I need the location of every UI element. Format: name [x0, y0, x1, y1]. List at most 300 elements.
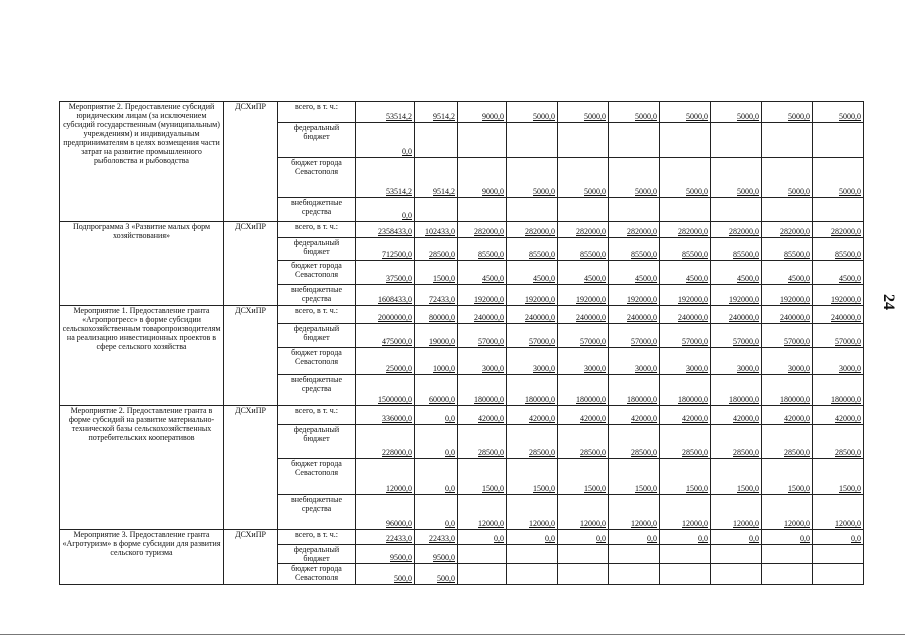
- amount-value: 4500,0: [839, 274, 861, 283]
- year-amount-cell: [458, 495, 507, 530]
- amount-value: 4500,0: [788, 274, 810, 283]
- amount-value: 25000,0: [386, 364, 412, 373]
- year-amount-cell: [762, 222, 813, 238]
- total-amount-cell: [356, 495, 415, 530]
- funding-source-cell: всего, в т. ч.:: [278, 102, 356, 123]
- amount-value: 0,0: [851, 534, 861, 543]
- amount-value: 5000,0: [839, 187, 861, 196]
- year-amount-cell: [558, 222, 609, 238]
- year-amount-cell: [711, 425, 762, 459]
- year-amount-cell: [507, 375, 558, 406]
- year-amount-cell: [507, 123, 558, 158]
- amount-value: 180000,0: [729, 395, 759, 404]
- year-amount-cell: [813, 306, 864, 324]
- year-amount-cell: [813, 406, 864, 425]
- total-amount-cell: [356, 222, 415, 238]
- year-amount-cell: [762, 530, 813, 545]
- amount-value: 180000,0: [627, 395, 657, 404]
- executor-cell: ДСХиПР: [224, 222, 278, 306]
- amount-value: 180000,0: [780, 395, 810, 404]
- table-row: [60, 306, 864, 324]
- amount-value: 53514,2: [386, 187, 412, 196]
- total-amount-cell: [356, 123, 415, 158]
- year-amount-cell: [415, 564, 458, 585]
- amount-value: 3000,0: [788, 364, 810, 373]
- year-amount-cell: [609, 261, 660, 285]
- year-amount-cell: [458, 222, 507, 238]
- year-amount-cell: [660, 324, 711, 348]
- amount-value: 240000,0: [729, 313, 759, 322]
- amount-value: 9500,0: [433, 553, 455, 562]
- amount-value: 22433,0: [386, 534, 412, 543]
- year-amount-cell: [507, 324, 558, 348]
- amount-value: 1500,0: [482, 484, 504, 493]
- amount-value: 5000,0: [635, 187, 657, 196]
- year-amount-cell: [458, 102, 507, 123]
- year-amount-cell: [762, 158, 813, 198]
- amount-value: 1608433,0: [378, 295, 412, 304]
- amount-value: 28500,0: [529, 448, 555, 457]
- year-amount-cell: [458, 425, 507, 459]
- funding-source-cell: бюджет города Севастополя: [278, 564, 356, 585]
- year-amount-cell: [458, 158, 507, 198]
- funding-source-cell: внебюджетные средства: [278, 285, 356, 306]
- amount-value: 500,0: [394, 574, 412, 583]
- total-amount-cell: [356, 406, 415, 425]
- year-amount-cell: [458, 238, 507, 261]
- total-amount-cell: [356, 158, 415, 198]
- amount-value: 1000,0: [433, 364, 455, 373]
- total-amount-cell: [356, 375, 415, 406]
- funding-source-cell: бюджет города Севастополя: [278, 158, 356, 198]
- amount-value: 475000,0: [382, 337, 412, 346]
- funding-source-cell: всего, в т. ч.:: [278, 406, 356, 425]
- amount-value: 1500000,0: [378, 395, 412, 404]
- amount-value: 4500,0: [584, 274, 606, 283]
- year-amount-cell: [415, 306, 458, 324]
- year-amount-cell: [415, 261, 458, 285]
- year-amount-cell: [711, 348, 762, 375]
- year-amount-cell: [507, 285, 558, 306]
- amount-value: 282000,0: [627, 227, 657, 236]
- amount-value: 42000,0: [733, 414, 759, 423]
- amount-value: 1500,0: [533, 484, 555, 493]
- amount-value: 4500,0: [737, 274, 759, 283]
- total-amount-cell: [356, 545, 415, 564]
- year-amount-cell: [609, 459, 660, 495]
- executor-cell: ДСХиПР: [224, 530, 278, 585]
- year-amount-cell: [711, 406, 762, 425]
- year-amount-cell: [711, 324, 762, 348]
- total-amount-cell: [356, 425, 415, 459]
- year-amount-cell: [813, 495, 864, 530]
- amount-value: 57000,0: [835, 337, 861, 346]
- year-amount-cell: [458, 375, 507, 406]
- amount-value: 5000,0: [584, 112, 606, 121]
- year-amount-cell: [609, 238, 660, 261]
- year-amount-cell: [458, 530, 507, 545]
- amount-value: 42000,0: [682, 414, 708, 423]
- year-amount-cell: [762, 375, 813, 406]
- amount-value: 19000,0: [429, 337, 455, 346]
- year-amount-cell: [609, 348, 660, 375]
- year-amount-cell: [558, 123, 609, 158]
- amount-value: 1500,0: [686, 484, 708, 493]
- year-amount-cell: [813, 564, 864, 585]
- year-amount-cell: [558, 406, 609, 425]
- funding-source-cell: всего, в т. ч.:: [278, 222, 356, 238]
- amount-value: 28500,0: [733, 448, 759, 457]
- year-amount-cell: [762, 123, 813, 158]
- amount-value: 240000,0: [627, 313, 657, 322]
- amount-value: 1500,0: [788, 484, 810, 493]
- amount-value: 1500,0: [433, 274, 455, 283]
- year-amount-cell: [711, 198, 762, 222]
- amount-value: 0,0: [445, 448, 455, 457]
- year-amount-cell: [660, 564, 711, 585]
- amount-value: 9514,2: [433, 112, 455, 121]
- year-amount-cell: [762, 459, 813, 495]
- year-amount-cell: [415, 348, 458, 375]
- amount-value: 3000,0: [737, 364, 759, 373]
- amount-value: 0,0: [698, 534, 708, 543]
- year-amount-cell: [813, 425, 864, 459]
- year-amount-cell: [813, 530, 864, 545]
- year-amount-cell: [458, 324, 507, 348]
- year-amount-cell: [813, 324, 864, 348]
- table-body: [60, 102, 864, 585]
- year-amount-cell: [415, 425, 458, 459]
- amount-value: 1500,0: [737, 484, 759, 493]
- year-amount-cell: [813, 261, 864, 285]
- amount-value: 85500,0: [478, 250, 504, 259]
- year-amount-cell: [813, 123, 864, 158]
- amount-value: 42000,0: [631, 414, 657, 423]
- year-amount-cell: [813, 348, 864, 375]
- amount-value: 500,0: [437, 574, 455, 583]
- amount-value: 85500,0: [580, 250, 606, 259]
- amount-value: 3000,0: [686, 364, 708, 373]
- year-amount-cell: [558, 198, 609, 222]
- amount-value: 192000,0: [525, 295, 555, 304]
- year-amount-cell: [415, 238, 458, 261]
- measure-name-cell: Мероприятие 2. Предоставление субсидий юридическим лицам (за исключением субсидий государственным (муниципальным) учреждениям) и индивидуальным предпринимателям в целях возмещения части затрат на развитие промышленного рыболовства и рыбоводства: [60, 102, 224, 222]
- year-amount-cell: [558, 285, 609, 306]
- funding-source-cell: федеральный бюджет: [278, 425, 356, 459]
- year-amount-cell: [507, 348, 558, 375]
- amount-value: 240000,0: [780, 313, 810, 322]
- year-amount-cell: [507, 425, 558, 459]
- year-amount-cell: [813, 545, 864, 564]
- amount-value: 228000,0: [382, 448, 412, 457]
- amount-value: 28500,0: [429, 250, 455, 259]
- amount-value: 42000,0: [478, 414, 504, 423]
- amount-value: 192000,0: [729, 295, 759, 304]
- amount-value: 192000,0: [780, 295, 810, 304]
- table-row: [60, 406, 864, 425]
- total-amount-cell: [356, 564, 415, 585]
- year-amount-cell: [660, 123, 711, 158]
- total-amount-cell: [356, 306, 415, 324]
- funding-source-cell: бюджет города Севастополя: [278, 459, 356, 495]
- amount-value: 42000,0: [835, 414, 861, 423]
- amount-value: 85500,0: [631, 250, 657, 259]
- amount-value: 57000,0: [631, 337, 657, 346]
- year-amount-cell: [762, 198, 813, 222]
- measure-name-cell: Мероприятие 2. Предоставление гранта в форме субсидий на развитие материально-технической базы сельскохозяйственных потребительских кооперативов: [60, 406, 224, 530]
- year-amount-cell: [507, 198, 558, 222]
- amount-value: 4500,0: [482, 274, 504, 283]
- year-amount-cell: [415, 459, 458, 495]
- year-amount-cell: [711, 459, 762, 495]
- amount-value: 282000,0: [729, 227, 759, 236]
- year-amount-cell: [813, 238, 864, 261]
- amount-value: 282000,0: [831, 227, 861, 236]
- year-amount-cell: [609, 406, 660, 425]
- year-amount-cell: [660, 261, 711, 285]
- amount-value: 192000,0: [678, 295, 708, 304]
- year-amount-cell: [609, 324, 660, 348]
- measure-name-cell: Мероприятие 1. Предоставление гранта «Агропрогресс» в форме субсидии сельскохозяйственным товаропроизводителям на реализацию инвестиционных проектов в сфере сельского хозяйства: [60, 306, 224, 406]
- amount-value: 42000,0: [784, 414, 810, 423]
- year-amount-cell: [558, 306, 609, 324]
- amount-value: 5000,0: [737, 187, 759, 196]
- amount-value: 180000,0: [831, 395, 861, 404]
- year-amount-cell: [813, 375, 864, 406]
- amount-value: 12000,0: [835, 519, 861, 528]
- year-amount-cell: [415, 198, 458, 222]
- amount-value: 60000,0: [429, 395, 455, 404]
- amount-value: 3000,0: [482, 364, 504, 373]
- amount-value: 28500,0: [784, 448, 810, 457]
- amount-value: 12000,0: [784, 519, 810, 528]
- year-amount-cell: [762, 306, 813, 324]
- amount-value: 85500,0: [784, 250, 810, 259]
- amount-value: 4500,0: [635, 274, 657, 283]
- amount-value: 80000,0: [429, 313, 455, 322]
- amount-value: 57000,0: [784, 337, 810, 346]
- amount-value: 12000,0: [478, 519, 504, 528]
- year-amount-cell: [813, 158, 864, 198]
- year-amount-cell: [458, 348, 507, 375]
- measure-name-cell: Подпрограмма 3 «Развитие малых форм хозяйствования»: [60, 222, 224, 306]
- year-amount-cell: [458, 285, 507, 306]
- amount-value: 12000,0: [733, 519, 759, 528]
- amount-value: 192000,0: [576, 295, 606, 304]
- scan-edge-line: [0, 634, 905, 635]
- amount-value: 0,0: [647, 534, 657, 543]
- year-amount-cell: [458, 406, 507, 425]
- year-amount-cell: [458, 545, 507, 564]
- year-amount-cell: [558, 530, 609, 545]
- year-amount-cell: [507, 222, 558, 238]
- year-amount-cell: [711, 261, 762, 285]
- amount-value: 9514,2: [433, 187, 455, 196]
- total-amount-cell: [356, 324, 415, 348]
- amount-value: 3000,0: [839, 364, 861, 373]
- amount-value: 12000,0: [631, 519, 657, 528]
- amount-value: 4500,0: [686, 274, 708, 283]
- amount-value: 57000,0: [580, 337, 606, 346]
- amount-value: 3000,0: [584, 364, 606, 373]
- executor-cell: ДСХиПР: [224, 306, 278, 406]
- total-amount-cell: [356, 102, 415, 123]
- year-amount-cell: [660, 545, 711, 564]
- year-amount-cell: [415, 285, 458, 306]
- year-amount-cell: [660, 425, 711, 459]
- amount-value: 192000,0: [831, 295, 861, 304]
- amount-value: 180000,0: [474, 395, 504, 404]
- year-amount-cell: [415, 495, 458, 530]
- amount-value: 5000,0: [533, 187, 555, 196]
- year-amount-cell: [415, 406, 458, 425]
- amount-value: 0,0: [749, 534, 759, 543]
- year-amount-cell: [813, 198, 864, 222]
- year-amount-cell: [660, 198, 711, 222]
- measure-name-cell: Мероприятие 3. Предоставление гранта «Агротуризм» в форме субсидии для развития сельского туризма: [60, 530, 224, 585]
- amount-value: 0,0: [494, 534, 504, 543]
- amount-value: 57000,0: [478, 337, 504, 346]
- year-amount-cell: [660, 285, 711, 306]
- year-amount-cell: [507, 459, 558, 495]
- funding-source-cell: федеральный бюджет: [278, 324, 356, 348]
- funding-source-cell: всего, в т. ч.:: [278, 306, 356, 324]
- year-amount-cell: [458, 459, 507, 495]
- year-amount-cell: [558, 261, 609, 285]
- year-amount-cell: [415, 102, 458, 123]
- amount-value: 85500,0: [529, 250, 555, 259]
- year-amount-cell: [660, 238, 711, 261]
- year-amount-cell: [711, 123, 762, 158]
- amount-value: 42000,0: [580, 414, 606, 423]
- amount-value: 57000,0: [529, 337, 555, 346]
- amount-value: 0,0: [596, 534, 606, 543]
- year-amount-cell: [660, 158, 711, 198]
- amount-value: 282000,0: [474, 227, 504, 236]
- amount-value: 240000,0: [831, 313, 861, 322]
- year-amount-cell: [458, 123, 507, 158]
- amount-value: 336000,0: [382, 414, 412, 423]
- amount-value: 3000,0: [635, 364, 657, 373]
- page-number: 24: [880, 294, 897, 310]
- year-amount-cell: [458, 198, 507, 222]
- year-amount-cell: [558, 425, 609, 459]
- amount-value: 28500,0: [682, 448, 708, 457]
- amount-value: 9000,0: [482, 112, 504, 121]
- table-row: [60, 222, 864, 238]
- year-amount-cell: [558, 375, 609, 406]
- year-amount-cell: [558, 495, 609, 530]
- amount-value: 12000,0: [386, 484, 412, 493]
- year-amount-cell: [558, 459, 609, 495]
- amount-value: 28500,0: [835, 448, 861, 457]
- amount-value: 2358433,0: [378, 227, 412, 236]
- amount-value: 0,0: [545, 534, 555, 543]
- year-amount-cell: [711, 222, 762, 238]
- year-amount-cell: [660, 406, 711, 425]
- amount-value: 282000,0: [525, 227, 555, 236]
- table-row: [60, 530, 864, 545]
- year-amount-cell: [558, 564, 609, 585]
- amount-value: 3000,0: [533, 364, 555, 373]
- funding-source-cell: всего, в т. ч.:: [278, 530, 356, 545]
- amount-value: 5000,0: [635, 112, 657, 121]
- amount-value: 0,0: [445, 414, 455, 423]
- year-amount-cell: [660, 102, 711, 123]
- year-amount-cell: [660, 495, 711, 530]
- year-amount-cell: [762, 238, 813, 261]
- year-amount-cell: [762, 102, 813, 123]
- amount-value: 9000,0: [482, 187, 504, 196]
- year-amount-cell: [507, 545, 558, 564]
- total-amount-cell: [356, 348, 415, 375]
- year-amount-cell: [711, 285, 762, 306]
- amount-value: 22433,0: [429, 534, 455, 543]
- year-amount-cell: [458, 564, 507, 585]
- total-amount-cell: [356, 198, 415, 222]
- amount-value: 5000,0: [839, 112, 861, 121]
- funding-source-cell: внебюджетные средства: [278, 198, 356, 222]
- year-amount-cell: [507, 530, 558, 545]
- amount-value: 0,0: [800, 534, 810, 543]
- year-amount-cell: [813, 102, 864, 123]
- amount-value: 5000,0: [788, 187, 810, 196]
- year-amount-cell: [762, 285, 813, 306]
- total-amount-cell: [356, 530, 415, 545]
- year-amount-cell: [609, 158, 660, 198]
- year-amount-cell: [711, 545, 762, 564]
- amount-value: 240000,0: [474, 313, 504, 322]
- year-amount-cell: [660, 348, 711, 375]
- amount-value: 282000,0: [780, 227, 810, 236]
- amount-value: 28500,0: [631, 448, 657, 457]
- amount-value: 5000,0: [686, 187, 708, 196]
- year-amount-cell: [415, 158, 458, 198]
- amount-value: 28500,0: [580, 448, 606, 457]
- year-amount-cell: [660, 530, 711, 545]
- year-amount-cell: [558, 348, 609, 375]
- year-amount-cell: [711, 306, 762, 324]
- year-amount-cell: [609, 564, 660, 585]
- year-amount-cell: [813, 222, 864, 238]
- year-amount-cell: [660, 222, 711, 238]
- year-amount-cell: [762, 324, 813, 348]
- year-amount-cell: [415, 324, 458, 348]
- amount-value: 1500,0: [839, 484, 861, 493]
- year-amount-cell: [458, 306, 507, 324]
- funding-source-cell: внебюджетные средства: [278, 375, 356, 406]
- year-amount-cell: [762, 564, 813, 585]
- year-amount-cell: [507, 564, 558, 585]
- year-amount-cell: [609, 530, 660, 545]
- table-row: [60, 102, 864, 123]
- amount-value: 5000,0: [533, 112, 555, 121]
- year-amount-cell: [711, 238, 762, 261]
- amount-value: 28500,0: [478, 448, 504, 457]
- amount-value: 42000,0: [529, 414, 555, 423]
- amount-value: 96000,0: [386, 519, 412, 528]
- year-amount-cell: [711, 158, 762, 198]
- year-amount-cell: [813, 285, 864, 306]
- total-amount-cell: [356, 261, 415, 285]
- amount-value: 240000,0: [525, 313, 555, 322]
- amount-value: 240000,0: [678, 313, 708, 322]
- total-amount-cell: [356, 238, 415, 261]
- year-amount-cell: [609, 425, 660, 459]
- amount-value: 282000,0: [576, 227, 606, 236]
- year-amount-cell: [609, 102, 660, 123]
- amount-value: 102433,0: [425, 227, 455, 236]
